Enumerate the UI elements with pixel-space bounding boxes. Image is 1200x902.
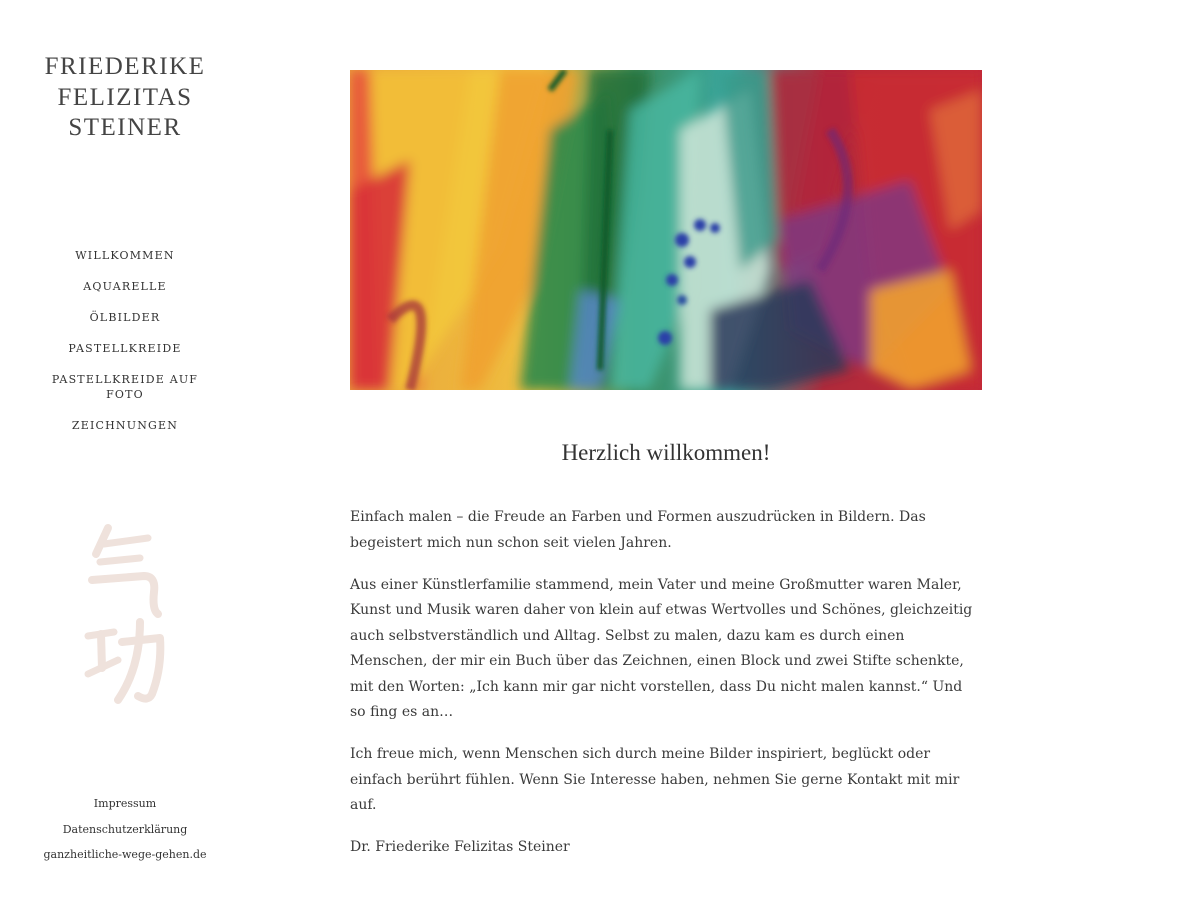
impressum-link[interactable]: Impressum xyxy=(93,797,157,810)
sidebar xyxy=(0,0,250,902)
external-site-link[interactable]: ganzheitliche-wege-gehen.de xyxy=(43,848,207,861)
nav-item-zeichnungen[interactable]: ZEICHNUNGEN xyxy=(71,419,179,432)
welcome-text xyxy=(350,505,982,877)
site-title-line: FRIEDERIKE xyxy=(44,53,206,80)
nav-item-oelbilder[interactable]: ÖLBILDER xyxy=(89,311,161,324)
nav-item-pastellkreide-auf-foto[interactable]: PASTELLKREIDE AUF FOTO xyxy=(51,373,199,401)
site-title-line: FELIZITAS xyxy=(57,83,193,111)
nav-item-pastellkreide[interactable]: PASTELLKREIDE xyxy=(68,342,182,355)
nav-item-aquarelle[interactable]: AQUARELLE xyxy=(83,280,167,293)
footer-links xyxy=(0,797,250,874)
qigong-calligraphy-icon xyxy=(78,518,174,714)
page-heading: Herzlich willkommen! xyxy=(561,440,771,465)
paragraph: Ich freue mich, wenn Menschen sich durch meine Bilder inspiriert, beglückt oder einfach berührt fühlen. Wenn Sie Interesse haben, nehmen Sie gerne Kontakt mit mir auf. xyxy=(350,746,960,813)
datenschutz-link[interactable]: Datenschutzerklärung xyxy=(62,822,188,836)
site-title-line: STEINER xyxy=(68,114,182,141)
signature: Dr. Friederike Felizitas Steiner xyxy=(350,839,570,855)
paragraph: Einfach malen – die Freude an Farben und Formen auszudrücken in Bildern. Das begeistert mich nun schon seit vielen Jahren. xyxy=(350,509,926,551)
hero-watercolor-image xyxy=(350,70,982,390)
paragraph: Aus einer Künstlerfamilie stammend, mein Vater und meine Großmutter waren Maler, Kunst und Musik waren daher von klein auf etwas Wertvolles und Schönes, gleichzeitig auch selbstverständlich und Alltag. Selbst zu malen, dazu kam es durch einen Menschen, der mir ein Buch über das Zeichnen, einen Block und zwei Stifte schenkte, mit den Worten: „Ich kann mir gar nicht vorstellen, dass Du nicht malen kannst.“ Und so fing es an… xyxy=(350,576,973,720)
main-navigation xyxy=(50,248,200,449)
nav-item-willkommen[interactable]: WILLKOMMEN xyxy=(75,249,175,262)
site-title[interactable] xyxy=(0,52,250,144)
